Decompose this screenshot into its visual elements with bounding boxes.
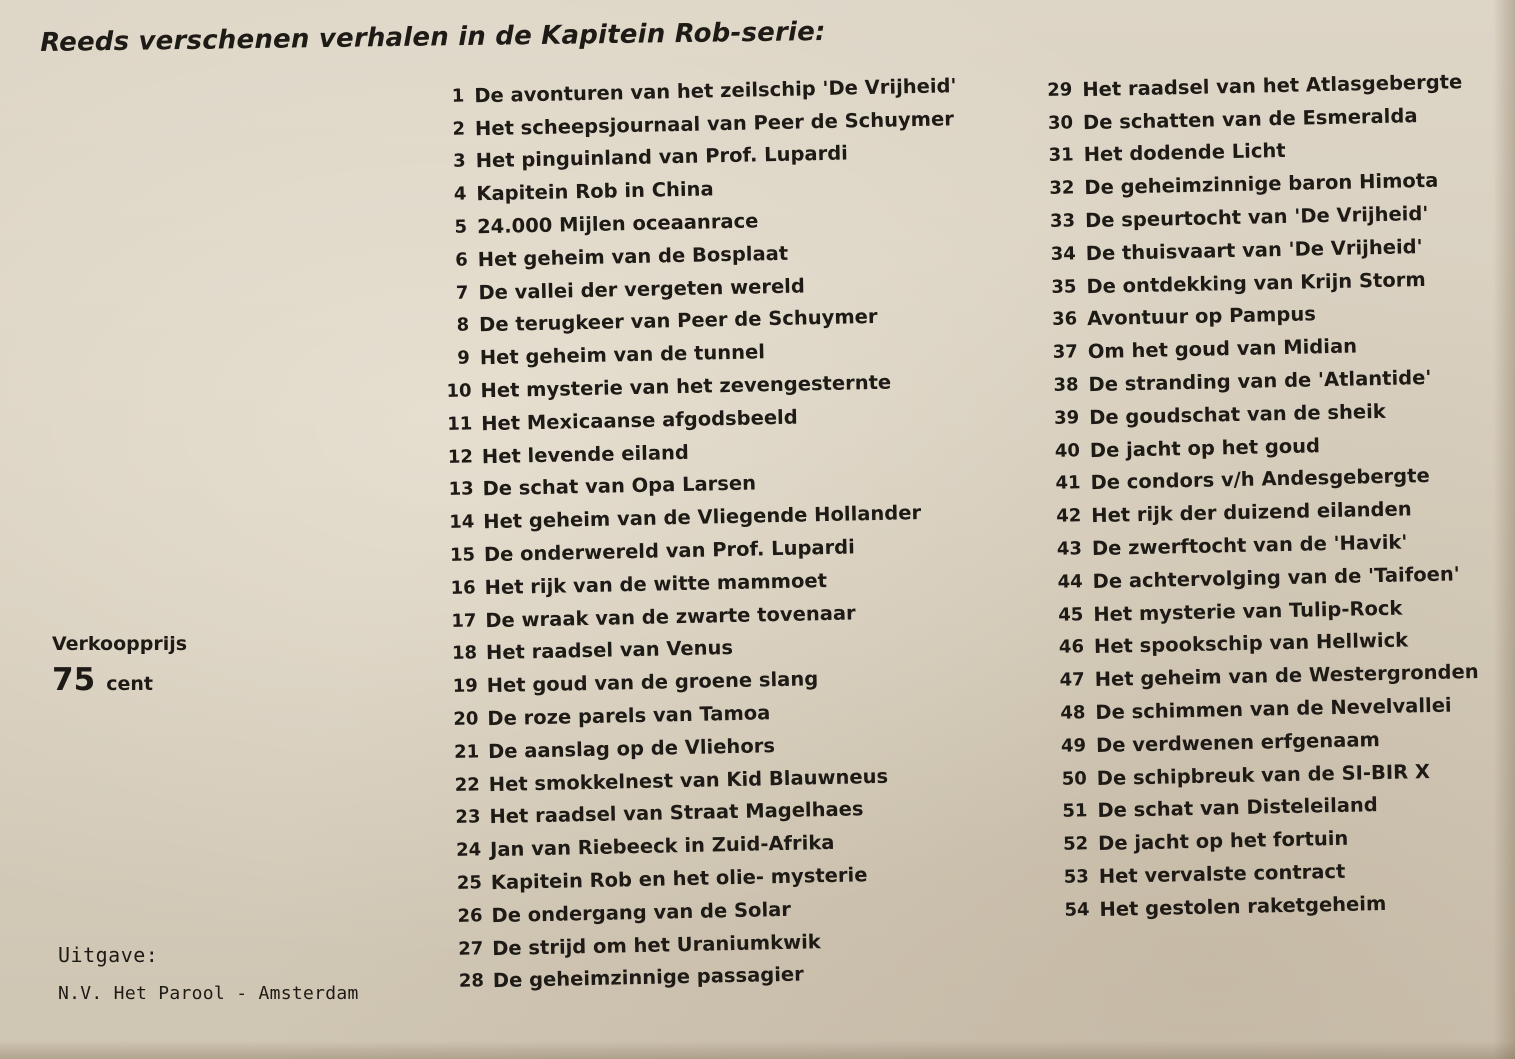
story-number: 27 [457,937,484,960]
story-title: Het geheim van de Bosplaat [477,241,789,272]
story-number: 10 [446,380,472,402]
story-title: Het smokkelnest van Kid Blauwneus [488,764,889,796]
story-title: Het mysterie van het zevengesternte [480,370,892,403]
story-title: Het goud van de groene slang [486,667,819,698]
story-number: 45 [1058,603,1084,626]
story-number: 7 [455,282,469,304]
story-number: 16 [450,577,476,599]
story-title: De condors v/h Andesgebergte [1090,464,1430,495]
story-title: De aanslag op de Vliehors [487,733,776,763]
story-number: 15 [449,544,476,566]
story-number: 29 [1047,79,1073,101]
story-number: 51 [1062,800,1088,823]
story-title: De roze parels van Tamoa [487,701,771,731]
story-number: 22 [454,773,481,796]
story-number: 42 [1055,505,1082,528]
story-title: Het rijk der duizend eilanden [1091,497,1412,528]
story-title: Het geheim van de tunnel [479,340,766,370]
price-amount: 75 [52,662,96,698]
story-title: De stranding van de 'Atlantide' [1088,365,1432,397]
story-number: 8 [456,314,470,337]
story-title: Het raadsel van het Atlasgebergte [1082,70,1463,102]
story-number: 49 [1060,735,1087,757]
story-number: 11 [446,413,473,435]
story-number: 21 [453,741,480,763]
publisher-name: N.V. Het Parool - Amsterdam [58,983,359,1004]
story-title: Het geheim van de Vliegende Hollander [483,501,922,534]
story-title: De schatten van de Esmeralda [1082,103,1418,134]
story-title: Het gestolen raketgeheim [1099,891,1387,921]
story-title: De schipbreuk van de SI-BIR X [1096,759,1431,790]
story-title: Het levende eiland [481,440,690,468]
story-title: De geheimzinnige baron Himota [1084,169,1439,200]
story-title: De schat van Opa Larsen [482,471,757,501]
story-number: 12 [447,446,474,468]
story-title: Het mysterie van Tulip-Rock [1093,596,1403,626]
story-title: Het spookschip van Hellwick [1093,628,1409,659]
story-number: 30 [1047,112,1074,134]
story-title: De goudschat van de sheik [1088,399,1386,429]
story-number: 28 [458,970,485,993]
story-title: De schimmen van de Nevelvallei [1095,693,1452,725]
story-list-right-column [1042,65,1484,926]
story-title: De verdwenen erfgenaam [1095,727,1381,757]
story-title: Het rijk van de witte mammoet [484,568,828,600]
story-title: De jacht op het goud [1089,433,1321,462]
story-number: 50 [1061,767,1087,790]
story-title: Het raadsel van Straat Magelhaes [489,797,864,829]
story-number: 3 [452,150,466,173]
series-heading: Reeds verschenen verhalen in de Kapitein Rob-serie: [40,17,826,58]
story-number: 4 [453,183,467,206]
story-title: De strijd om het Uraniumkwik [491,929,821,960]
story-title: Het scheepsjournaal van Peer de Schuymer [474,106,955,140]
story-number: 9 [457,347,471,369]
cover-edge-shadow-bottom [0,1041,1515,1059]
story-number: 6 [455,249,468,271]
story-number: 24 [455,839,482,862]
story-title: 24.000 Mijlen oceaanrace [476,209,759,239]
story-title: De vallei der vergeten wereld [478,274,806,304]
story-title: Het Mexicaanse afgodsbeeld [480,405,798,436]
story-number: 18 [451,642,478,665]
story-title: Avontuur op Pampus [1086,302,1317,331]
story-title: De onderwereld van Prof. Lupardi [483,535,856,567]
story-number: 23 [455,806,481,829]
story-title: Kapitein Rob en het olie- mysterie [490,863,868,895]
story-title: Jan van Riebeeck in Zuid-Afrika [489,831,835,862]
story-number: 33 [1049,210,1076,232]
story-title: Het dodende Licht [1083,139,1286,167]
story-title: Het raadsel van Venus [485,636,734,665]
story-number: 48 [1060,702,1086,724]
story-number: 32 [1049,177,1075,200]
story-title: De terugkeer van Peer de Schuymer [478,305,878,337]
story-title: De avonturen van het zeilschip 'De Vrijheid' [474,74,957,108]
story-number: 52 [1062,833,1089,855]
story-number: 2 [452,118,466,140]
story-number: 40 [1054,439,1081,462]
story-number: 20 [453,708,479,730]
story-number: 41 [1055,472,1081,495]
story-number: 46 [1058,636,1085,659]
story-number: 38 [1053,374,1079,396]
story-title: Het pinguinland van Prof. Lupardi [475,141,849,173]
story-number: 14 [449,511,475,534]
publisher-label: Uitgave: [58,943,159,967]
story-title: Het vervalste contract [1098,859,1346,888]
story-number: 47 [1059,669,1085,691]
story-number: 54 [1064,899,1090,921]
story-title: Om het goud van Midian [1087,334,1358,364]
story-title: De jacht op het fortuin [1097,826,1349,856]
story-number: 1 [451,85,465,107]
story-number: 39 [1053,407,1080,429]
story-number: 25 [456,872,483,894]
cover-edge-shadow-right [1493,0,1515,1059]
story-number: 19 [452,675,478,698]
story-number: 35 [1051,275,1077,298]
story-number: 44 [1057,571,1083,593]
story-number: 17 [451,609,477,632]
price-label: Verkoopprijs [52,633,188,655]
story-title: Het geheim van de Westergronden [1094,660,1479,692]
story-title: De ondergang van de Solar [491,897,792,927]
story-number: 53 [1063,866,1090,888]
story-title: De speurtocht van 'De Vrijheid' [1084,202,1429,233]
story-number: 31 [1048,144,1074,167]
story-title: De ontdekking van Krijn Storm [1086,267,1426,298]
story-title: Kapitein Rob in China [476,177,714,206]
story-title: De schat van Disteleiland [1097,793,1378,823]
price [52,662,153,698]
story-title: De geheimzinnige passagier [492,962,804,993]
story-number: 34 [1050,243,1076,265]
price-unit: cent [106,673,153,695]
story-number: 43 [1056,538,1083,560]
story-list-left-column [440,69,975,998]
story-title: De wraak van de zwarte tovenaar [485,601,856,632]
story-number: 37 [1052,341,1079,364]
story-number: 5 [454,216,468,238]
story-title: De zwerftocht van de 'Havik' [1091,530,1408,561]
story-title: De thuisvaart van 'De Vrijheid' [1085,234,1423,265]
story-number: 13 [448,478,474,501]
story-number: 26 [457,905,483,927]
story-number: 36 [1051,308,1078,331]
story-title: De achtervolging van de 'Taifoen' [1092,562,1460,593]
